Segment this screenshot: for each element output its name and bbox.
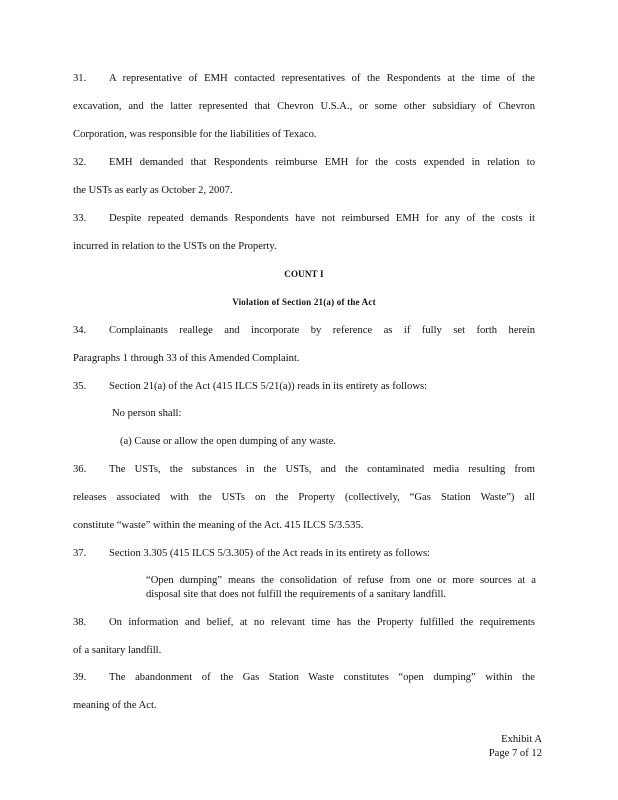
paragraph-number: 35. (73, 381, 87, 392)
paragraph-36-line-3: constitute “waste” within the meaning of the Act. 415 ILCS 5/3.535. (73, 520, 364, 531)
paragraph-number: 37. (73, 548, 87, 559)
paragraph-39-line-2: meaning of the Act. (73, 700, 157, 711)
paragraph-text: Section 21(a) of the Act (415 ILCS 5/21(a)) reads in its entirety as follows: (109, 381, 428, 392)
paragraph-31-line-2: excavation, and the latter represented that Chevron U.S.A., or some other subsidiary of Chevron (73, 101, 535, 112)
paragraph-text: Complainants reallege and incorporate by reference as if fully set forth herein (109, 325, 535, 336)
footer-exhibit-label: Exhibit A (501, 734, 542, 745)
paragraph-text: The abandonment of the Gas Station Waste constitutes “open dumping” within the (109, 672, 535, 683)
paragraph-number: 31. (73, 73, 87, 84)
paragraph-36-line-2: releases associated with the USTs on the Property (collectively, “Gas Station Waste”) all (73, 492, 535, 503)
paragraph-text: Section 3.305 (415 ILCS 5/3.305) of the Act reads in its entirety as follows: (109, 548, 431, 559)
quote-definition-line-2: disposal site that does not fulfill the requirements of a sanitary landfill. (146, 589, 447, 600)
paragraph-35-line-1 (73, 381, 535, 392)
count-subheading: Violation of Section 21(a) of the Act (232, 297, 376, 307)
paragraph-33-line-1 (73, 213, 535, 224)
paragraph-39-line-1 (73, 672, 535, 683)
paragraph-31-line-3: Corporation, was responsible for the liabilities of Texaco. (73, 129, 317, 140)
paragraph-34-line-1 (73, 325, 535, 336)
paragraph-31-line-1 (73, 73, 535, 84)
quote-intro: No person shall: (112, 408, 182, 419)
paragraph-text: Despite repeated demands Respondents have not reimbursed EMH for any of the costs it (109, 213, 535, 224)
paragraph-text: The USTs, the substances in the USTs, and the contaminated media resulting from (109, 464, 535, 475)
paragraph-number: 36. (73, 464, 87, 475)
paragraph-number: 39. (73, 672, 87, 683)
paragraph-32-line-1 (73, 157, 535, 168)
footer-page-number: Page 7 of 12 (488, 748, 542, 759)
paragraph-number: 33. (73, 213, 87, 224)
paragraph-number: 38. (73, 617, 87, 628)
quote-definition-line-1: “Open dumping” means the consolidation of refuse from one or more sources at a (146, 575, 536, 586)
paragraph-38-line-1 (73, 617, 535, 628)
paragraph-38-line-2: of a sanitary landfill. (73, 645, 162, 656)
paragraph-text: On information and belief, at no relevant time has the Property fulfilled the requirements (109, 617, 535, 628)
paragraph-34-line-2: Paragraphs 1 through 33 of this Amended Complaint. (73, 353, 300, 364)
paragraph-36-line-1 (73, 464, 535, 475)
paragraph-number: 34. (73, 325, 87, 336)
paragraph-text: EMH demanded that Respondents reimburse EMH for the costs expended in relation to (109, 157, 535, 168)
paragraph-37-line-1 (73, 548, 535, 559)
paragraph-text: A representative of EMH contacted representatives of the Respondents at the time of the (109, 73, 535, 84)
count-heading: COUNT I (284, 269, 324, 279)
quote-item: (a) Cause or allow the open dumping of any waste. (120, 436, 336, 447)
paragraph-number: 32. (73, 157, 87, 168)
paragraph-32-line-2: the USTs as early as October 2, 2007. (73, 185, 233, 196)
paragraph-33-line-2: incurred in relation to the USTs on the Property. (73, 241, 277, 252)
